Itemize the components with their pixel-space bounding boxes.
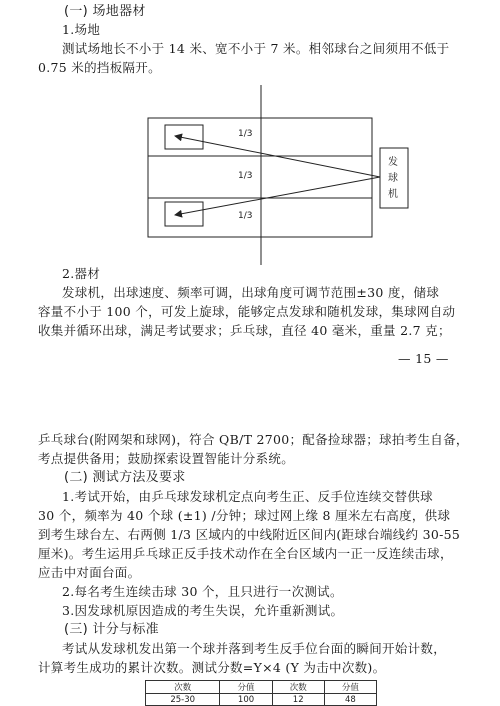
target-zone-bottom [165, 202, 203, 226]
method-item-1-line-1: 1.考试开始，由乒乓球发球机定点向考生正、反手位连续交替供球 [62, 489, 433, 504]
section-title-venue-equipment: (一) 场地器材 [64, 4, 146, 19]
venue-text-line-1: 测试场地长不小于 14 米、宽不小于 7 米。相邻球台之间须用不低于 [62, 41, 450, 56]
score-table-header-cell: 分值 [220, 681, 272, 694]
equipment-text-line-2: 容量不小于 100 个，可发上旋球，能够定点发球和随机发球，集球网自动 [38, 304, 456, 319]
score-table-cell: 48 [324, 694, 376, 706]
equipment-text-line-1: 发球机，出球速度、频率可调，出球角度可调节范围±30 度，储球 [62, 285, 440, 300]
table-outline [148, 118, 372, 237]
method-item-1-line-3: 到考生球台左、右两侧 1/3 区域内的中线附近区间内(距球台端线约 30-55 [38, 527, 461, 542]
scoring-text-line-2: 计算考生成功的累计次数。测试分数=Y×4 (Y 为击中次数)。 [38, 660, 386, 675]
method-item-2: 2.每名考生连续击球 30 个，且只进行一次测试。 [62, 584, 343, 599]
method-item-1-line-5: 应击中对面台面。 [38, 565, 141, 580]
method-item-1-line-2: 30 个，频率为 40 个球 (±1) /分钟；球过网上缘 8 厘米左右高度，供球 [38, 508, 451, 523]
subsection-title-venue: 1.场地 [62, 22, 101, 37]
target-zone-top [165, 125, 203, 149]
score-table-cell: 12 [272, 694, 324, 706]
zone-label-top: 1/3 [238, 129, 253, 139]
equipment-text-line-5: 考点提供备用；鼓励探索设置智能计分系统。 [38, 451, 295, 466]
equipment-text-line-3: 收集并循环出球，满足考试要求；乒乓球，直径 40 毫米，重量 2.7 克； [38, 323, 451, 338]
method-item-1-line-4: 厘米)。考生运用乒乓球正反手技术动作在全台区域内一正一反连续击球， [38, 546, 453, 561]
court-diagram [140, 85, 440, 265]
machine-label-3: 机 [388, 189, 398, 200]
scoring-text-line-1: 考试从发球机发出第一个球并落到考生反手位台面的瞬间开始计数， [62, 641, 447, 656]
score-table-header-cell: 次数 [146, 681, 220, 694]
page-number: — 15 — [398, 351, 449, 366]
score-table [145, 680, 377, 706]
score-table-cell: 100 [220, 694, 272, 706]
venue-text-line-2: 0.75 米的挡板隔开。 [38, 60, 161, 75]
section-title-method: (二) 测试方法及要求 [64, 470, 186, 485]
serve-path-bottom [175, 177, 380, 215]
equipment-text-line-4: 乒乓球台(附网架和球网)，符合 QB/T 2700；配备捡球器；球拍考生自备， [38, 432, 469, 447]
zone-label-bottom: 1/3 [238, 211, 253, 221]
score-table-header-cell: 次数 [272, 681, 324, 694]
score-table-header-row [146, 681, 377, 694]
section-title-scoring: (三) 计分与标准 [64, 622, 159, 637]
subsection-title-equipment: 2.器材 [62, 266, 101, 281]
machine-label-1: 发 [388, 157, 398, 168]
score-table-cell: 25-30 [146, 694, 220, 706]
machine-label-2: 球 [388, 173, 398, 184]
zone-label-middle: 1/3 [238, 171, 253, 181]
score-table-header-cell: 分值 [324, 681, 376, 694]
method-item-3: 3.因发球机原因造成的考生失误，允许重新测试。 [62, 603, 344, 618]
page-break-gap [0, 386, 500, 426]
